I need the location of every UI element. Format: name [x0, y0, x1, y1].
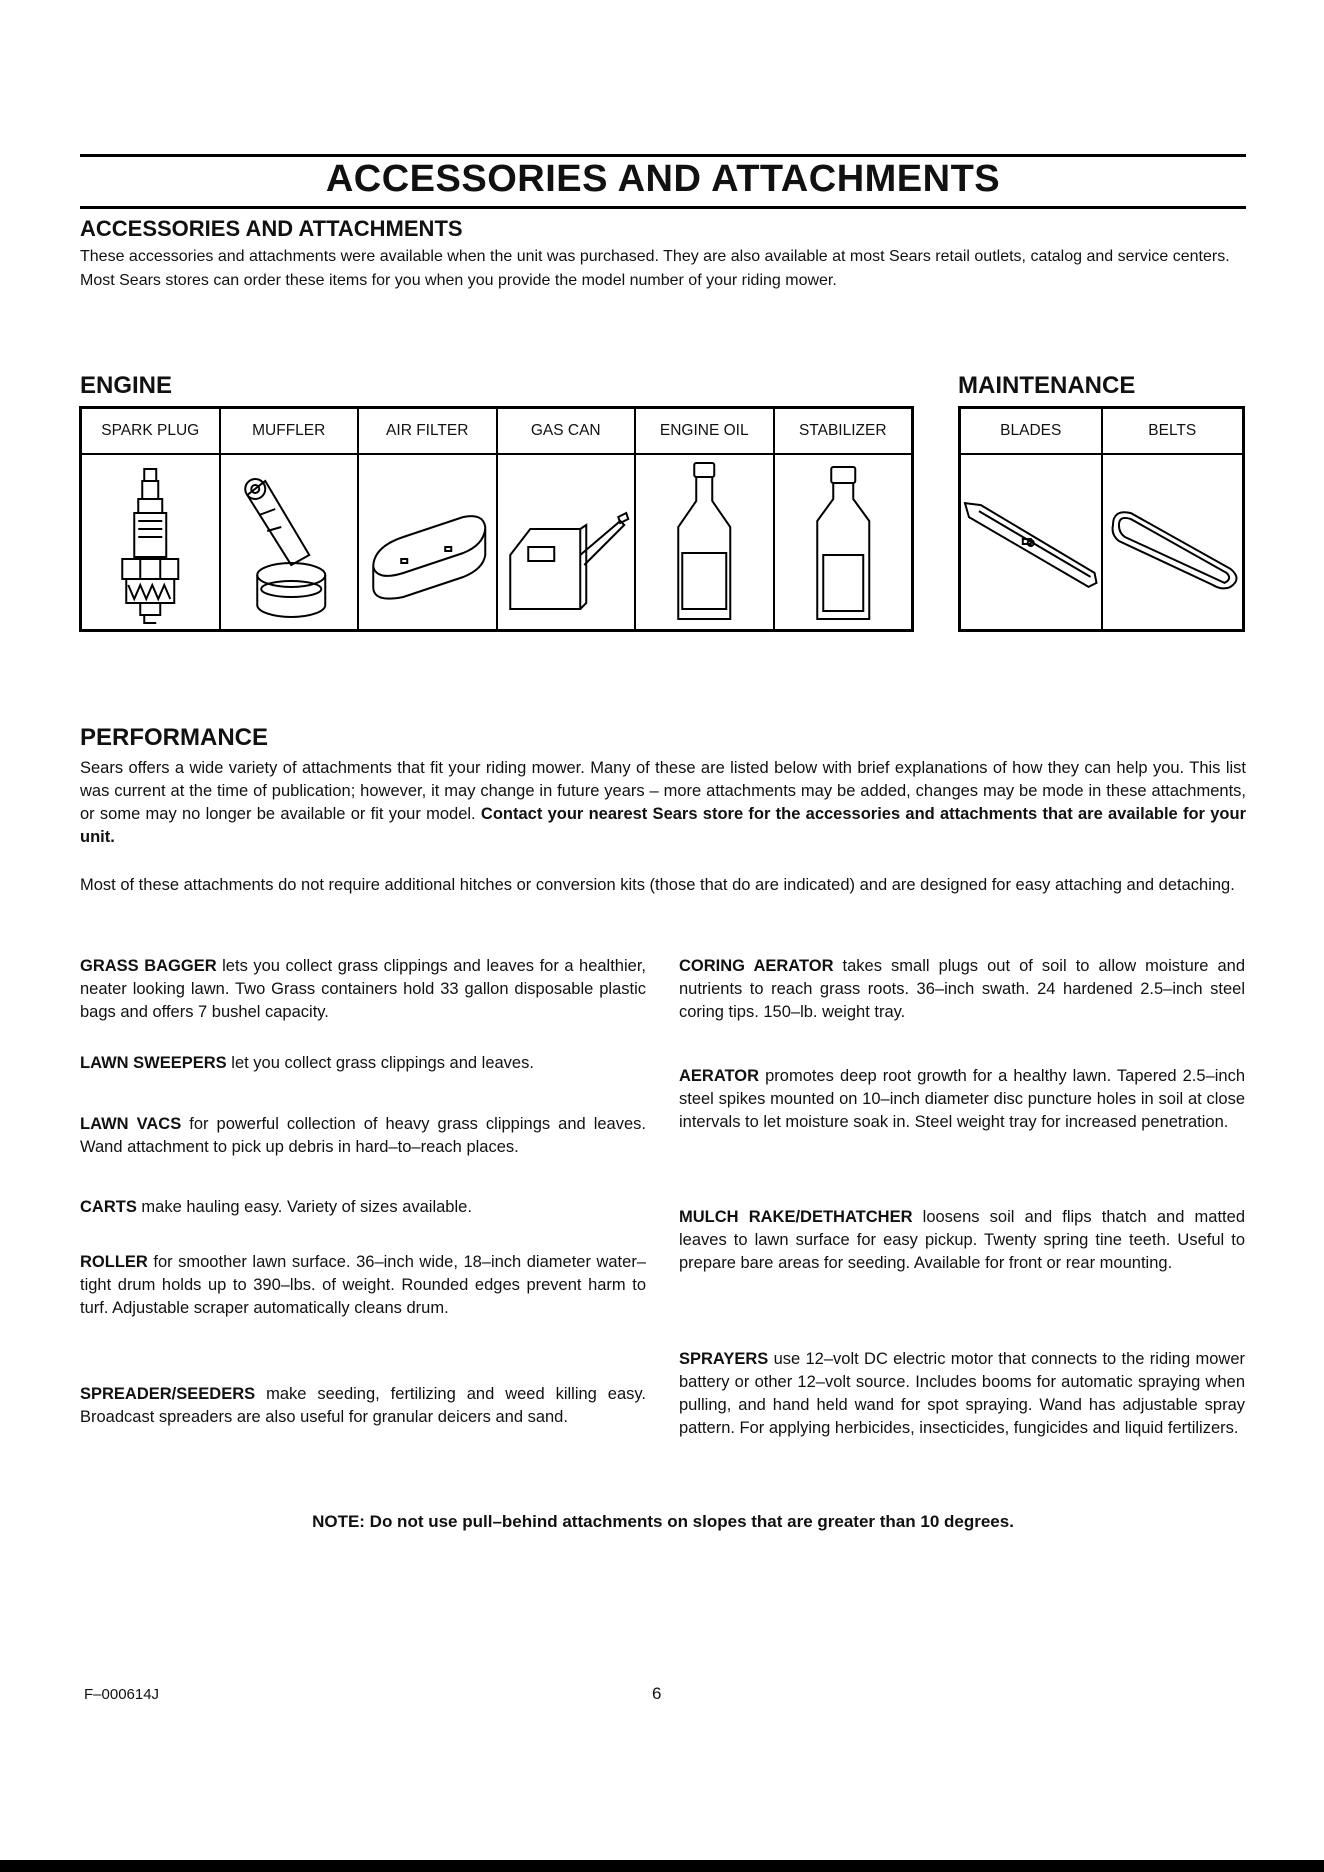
footer-code: F–000614J: [84, 1686, 160, 1703]
item-title: GRASS BAGGER: [80, 957, 217, 975]
accessory-cell-engine-oil: [636, 409, 775, 629]
attachments-paragraph: Most of these attachments do not require additional hitches or conversion kits (those that do are indicated) and are designed for easy attaching and detaching.: [80, 876, 1235, 894]
safety-note: NOTE: Do not use pull–behind attachments on slopes that are greater than 10 degrees.: [312, 1512, 1014, 1531]
item-title: CORING AERATOR: [679, 957, 834, 975]
list-item-aerator: [679, 1065, 1245, 1134]
list-item-spreader-seeders: [80, 1383, 646, 1429]
accessory-label: AIR FILTER: [359, 409, 496, 455]
item-text: make hauling easy. Variety of sizes available.: [136, 1198, 472, 1216]
accessory-label: SPARK PLUG: [82, 409, 219, 455]
list-item-lawn-vacs: [80, 1113, 646, 1159]
accessory-label: GAS CAN: [498, 409, 635, 455]
oil-bottle-icon: [636, 455, 773, 629]
item-text: make seeding, fertilizing and weed killing easy. Broadcast spreaders are also useful for granular deicers and sand.: [80, 1385, 646, 1426]
accessory-label: STABILIZER: [775, 409, 912, 455]
belt-icon: [1103, 455, 1243, 629]
item-text: for smoother lawn surface. 36–inch wide, 18–inch diameter water–tight drum holds up to 390–lbs. of weight. Rounded edges prevent harm to turf. Adjustable scraper automatically cleans drum.: [80, 1253, 646, 1317]
air-filter-icon: [359, 455, 496, 629]
item-text: use 12–volt DC electric motor that connects to the riding mower battery or other 12–volt source. Includes booms for automatic spraying when pulling, and hand held wand for spot spraying. Wand has adjustable spray pattern. For applying herbicides, insecticides, fungicides and liquid fertilizers.: [679, 1350, 1245, 1437]
maintenance-accessory-grid: [958, 406, 1245, 632]
accessory-cell-blades: [961, 409, 1103, 629]
engine-heading: ENGINE: [80, 372, 173, 399]
list-item-roller: [80, 1251, 646, 1320]
item-title: CARTS: [80, 1198, 137, 1216]
accessory-cell-spark-plug: [82, 409, 221, 629]
top-rule: [80, 154, 1246, 157]
item-title: AERATOR: [679, 1067, 760, 1085]
item-title: MULCH RAKE/DETHATCHER: [679, 1208, 913, 1226]
accessory-cell-muffler: [221, 409, 360, 629]
engine-accessory-grid: [79, 406, 914, 632]
performance-heading: PERFORMANCE: [80, 724, 269, 751]
list-item-grass-bagger: [80, 955, 646, 1024]
item-text: loosens soil and flips thatch and matted leaves to lawn surface for easy pickup. Twenty spring tine teeth. Useful to prepare bare areas for seeding. Available for front or rear mounting.: [679, 1208, 1245, 1272]
list-item-coring-aerator: [679, 955, 1245, 1024]
list-item-lawn-sweepers: [80, 1052, 646, 1075]
accessory-cell-belts: [1103, 409, 1243, 629]
bottom-edge-bar: [0, 1860, 1324, 1872]
performance-paragraph: [80, 757, 1246, 849]
maintenance-heading: MAINTENANCE: [958, 372, 1136, 399]
accessory-label: ENGINE OIL: [636, 409, 773, 455]
item-title: SPREADER/SEEDERS: [80, 1385, 256, 1403]
accessory-label: MUFFLER: [221, 409, 358, 455]
intro-paragraph: These accessories and attachments were available when the unit was purchased. They are also available at most Sears retail outlets, catalog and service centers. Most Sears stores can order these items for you when you provide the model number of your riding mower.: [80, 248, 1230, 289]
item-text: for powerful collection of heavy grass clippings and leaves. Wand attachment to pick up debris in hard–to–reach places.: [80, 1115, 646, 1156]
item-title: LAWN SWEEPERS: [80, 1054, 227, 1072]
stabilizer-bottle-icon: [775, 455, 912, 629]
performance-bold-text: Contact your nearest Sears store for the accessories and attachments that are available for your unit.: [80, 805, 1246, 846]
page-number: 6: [652, 1684, 662, 1703]
blade-icon: [961, 455, 1101, 629]
accessory-cell-stabilizer: [775, 409, 912, 629]
list-item-mulch-rake: [679, 1206, 1245, 1275]
title-underline: [80, 206, 1246, 209]
item-title: ROLLER: [80, 1253, 148, 1271]
gas-can-icon: [498, 455, 635, 629]
list-item-carts: [80, 1196, 646, 1219]
spark-plug-icon: [82, 455, 219, 629]
item-title: LAWN VACS: [80, 1115, 182, 1133]
item-title: SPRAYERS: [679, 1350, 769, 1368]
accessory-cell-gas-can: [498, 409, 637, 629]
item-text: let you collect grass clippings and leaves.: [226, 1054, 534, 1072]
list-item-sprayers: [679, 1348, 1245, 1440]
item-text: takes small plugs out of soil to allow moisture and nutrients to reach grass roots. 36–inch swath. 24 hardened 2.5–inch steel coring tips. 150–lb. weight tray.: [679, 957, 1246, 1021]
muffler-icon: [221, 455, 358, 629]
section-heading: ACCESSORIES AND ATTACHMENTS: [80, 216, 463, 241]
accessory-label: BLADES: [961, 409, 1101, 455]
item-text: promotes deep root growth for a healthy lawn. Tapered 2.5–inch steel spikes mounted on 10–inch diameter disc puncture holes in soil at close intervals to let moisture soak in. Steel weight tray for increased penetration.: [679, 1067, 1245, 1131]
accessory-cell-air-filter: [359, 409, 498, 629]
item-text: lets you collect grass clippings and leaves for a healthier, neater looking lawn. Two Grass containers hold 33 gallon disposable plastic bags and offers 7 bushel capacity.: [80, 957, 646, 1021]
page-title: ACCESSORIES AND ATTACHMENTS: [325, 158, 1001, 200]
accessory-label: BELTS: [1103, 409, 1243, 455]
performance-text: Sears offers a wide variety of attachments that fit your riding mower. Many of these are listed below with brief explanations of how they can help you. This list was current at the time of publication; however, it may change in future years – more attachments may be added, changes may be mode in these attachments, or some may no longer be available or fit your model.: [80, 759, 1246, 823]
